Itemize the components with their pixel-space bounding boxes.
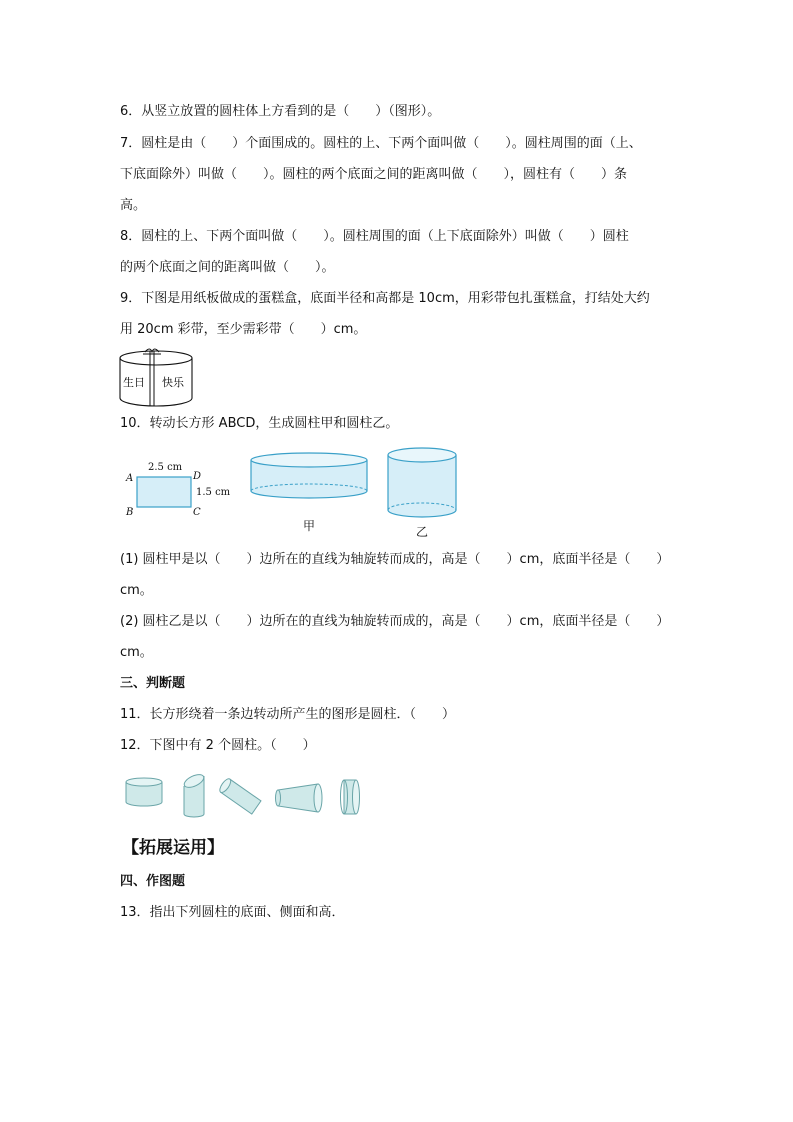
question-10-part-1-line-2: cm。 [120, 583, 153, 598]
vertex-d: D [193, 471, 202, 482]
vertex-b: B [126, 507, 134, 518]
cylinder-yi-figure [384, 444, 460, 540]
question-10-part-1-line-1: (1) 圆柱甲是以（ ）边所在的直线为轴旋转而成的，高是（ ）cm，底面半径是（ ） [120, 552, 670, 567]
vertex-c: C [193, 507, 201, 518]
cylinder-jia-figure [247, 448, 371, 538]
question-6: 6．从竖立放置的圆柱体上方看到的是（ ）（图形）。 [120, 104, 441, 119]
cake-box-label-left: 生日 [123, 376, 145, 389]
rect-side-length: 1.5 cm [196, 487, 231, 498]
question-8-line-2: 的两个底面之间的距离叫做（ ）。 [120, 260, 335, 275]
extension-heading: 【拓展运用】 [122, 838, 224, 858]
question-13: 13．指出下列圆柱的底面、侧面和高． [120, 905, 345, 920]
question-7-line-2: 下底面除外）叫做（ ）。圆柱的两个底面之间的距离叫做（ ），圆柱有（ ）条 [120, 167, 628, 182]
question-9-line-1: 9．下图是用纸板做成的蛋糕盒，底面半径和高都是 10cm，用彩带包扎蛋糕盒，打结处大约 [120, 291, 650, 306]
question-9-line-2: 用 20cm 彩带，至少需彩带（ ）cm。 [120, 322, 367, 337]
cylinder-jia-label: 甲 [302, 519, 316, 533]
question-7-line-1: 7．圆柱是由（ ）个面围成的。圆柱的上、下两个面叫做（ ）。圆柱周围的面（上、 [120, 136, 642, 151]
question-10-part-2-line-2: cm。 [120, 645, 153, 660]
question-10-part-2-line-1: (2) 圆柱乙是以（ ）边所在的直线为轴旋转而成的，高是（ ）cm，底面半径是（ ） [120, 614, 670, 629]
vertex-a: A [126, 473, 134, 484]
cake-box-figure [117, 346, 197, 408]
solid-frustum [276, 784, 323, 812]
cake-box-label-right: 快乐 [162, 376, 184, 389]
section-3-heading: 三、判断题 [120, 676, 186, 691]
solid-short-cylinder [126, 778, 162, 806]
question-11: 11．长方形绕着一条边转动所产生的图形是圆柱．（ ） [120, 707, 456, 722]
solids-figure [122, 772, 372, 822]
question-12: 12．下图中有 2 个圆柱。（ ） [120, 738, 316, 753]
rectangle-abcd-figure [122, 456, 242, 526]
question-8-line-1: 8．圆柱的上、下两个面叫做（ ）。圆柱周围的面（上下底面除外）叫做（ ）圆柱 [120, 229, 629, 244]
cylinder-yi-label: 乙 [415, 525, 429, 539]
question-7-line-3: 高。 [120, 198, 147, 213]
rect-top-length: 2.5 cm [148, 462, 183, 473]
section-4-heading: 四、作图题 [120, 874, 186, 889]
solid-tilted-cylinder [218, 777, 261, 814]
question-10: 10．转动长方形 ABCD，生成圆柱甲和圆柱乙。 [120, 416, 399, 431]
solid-slanted-cylinder [182, 772, 205, 817]
solid-thin-cylinder [341, 780, 360, 814]
